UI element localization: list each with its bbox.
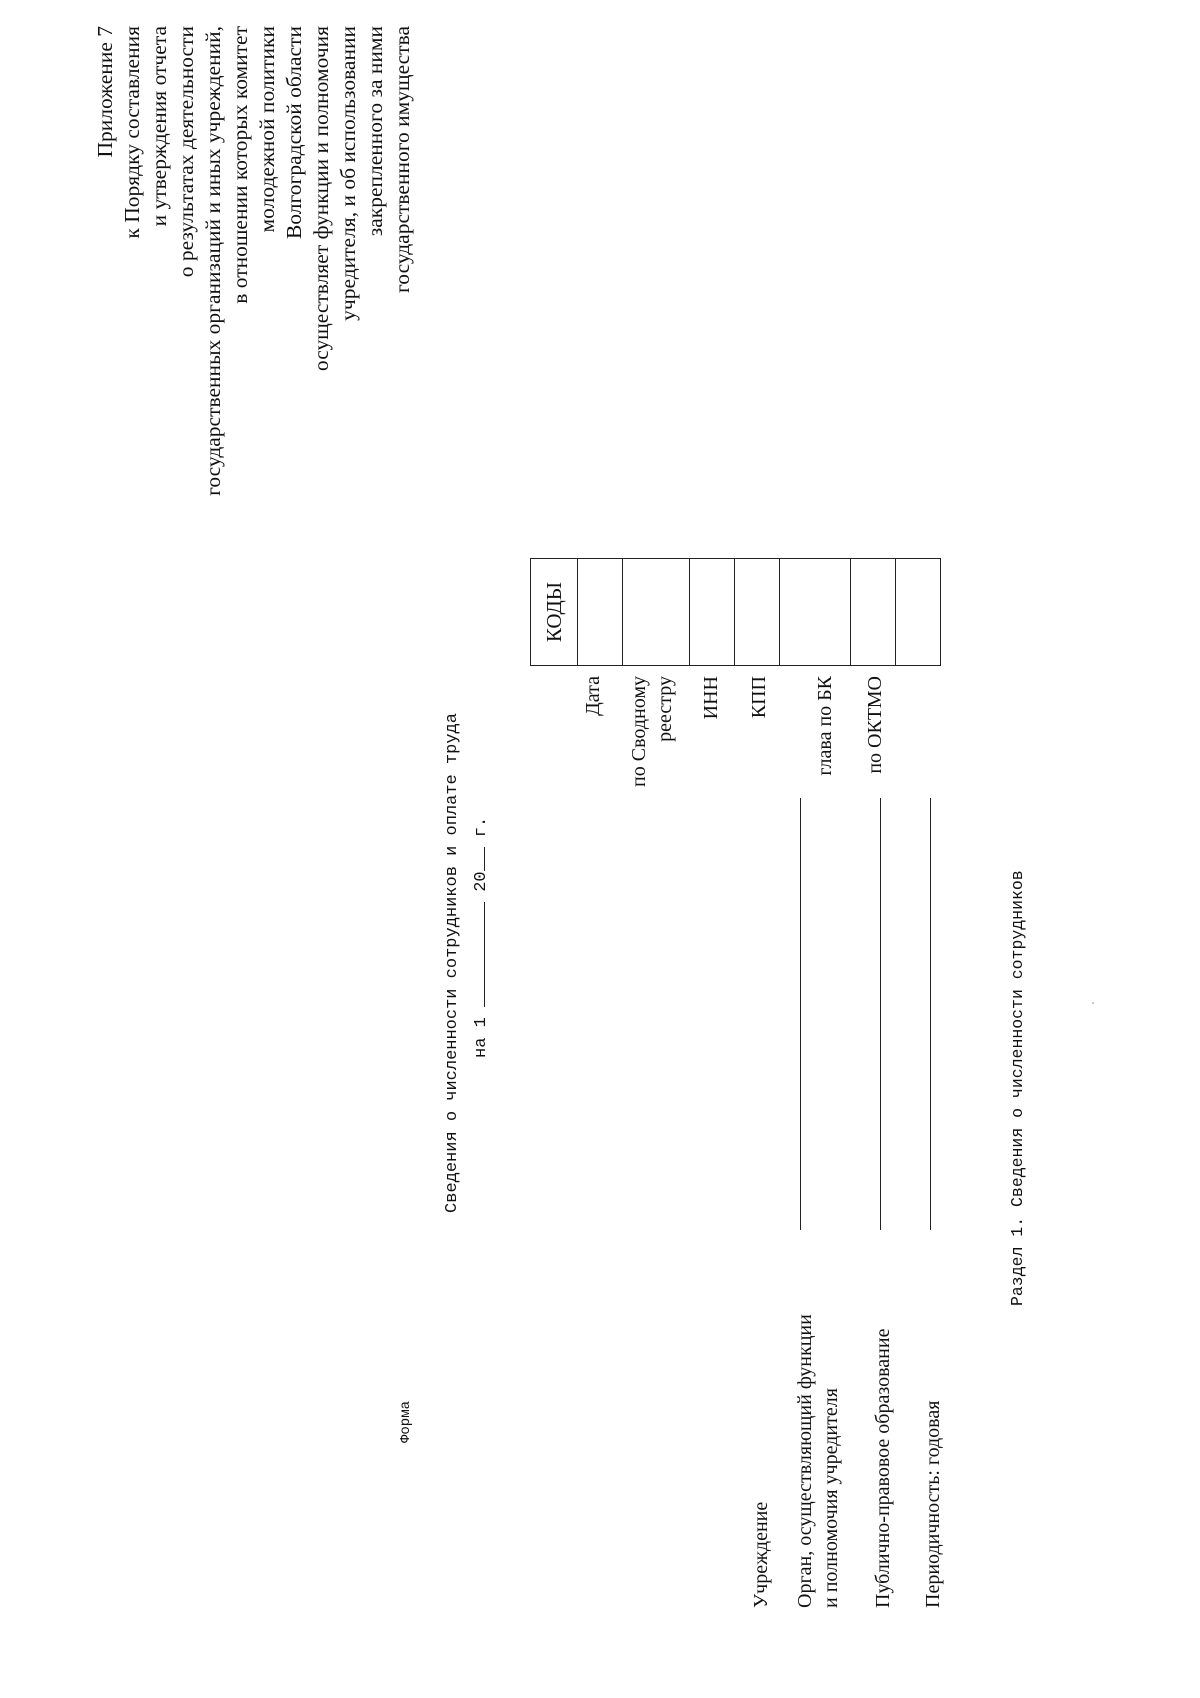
year-prefix: 20 [472,871,491,892]
month-blank [467,902,485,1007]
public-entity-underline [880,798,881,1230]
appendix-line: Волгоградской области [282,26,306,240]
appendix-line: закрепленного за ними [363,26,387,237]
codes-table [530,558,941,666]
appendix-line: в отношении которых комитет [228,26,252,304]
founder-label-line1: Орган, осуществляющий функции [794,1314,816,1608]
code-label-inn: ИНН [700,676,722,720]
appendix-line: о результатах деятельности [174,26,198,278]
form-title-line: Сведения о численности сотрудников и оплате труда [443,713,462,1213]
codes-table-header: КОДЫ [531,559,578,666]
code-label-registry-line1: по Сводному [628,676,650,787]
code-label-date: Дата [582,676,604,716]
appendix-line: Приложение 7 [93,26,117,158]
code-cell-registry[interactable] [623,559,690,666]
date-prefix: на 1 [472,1017,491,1058]
appendix-line: и утверждения отчета [147,26,171,227]
code-cell-bk-chapter[interactable] [780,559,851,666]
appendix-line: осуществляет функции и полномочия [309,26,333,372]
code-label-kpp: КПП [748,676,770,719]
appendix-line: молодежной политики [255,26,279,233]
appendix-line: государственного имущества [390,26,414,293]
code-cell-kpp[interactable] [735,559,780,666]
form-date-line [467,817,491,1058]
code-label-bk-chapter: глава по БК [814,676,836,776]
form-title [440,488,466,1438]
code-label-oktmo: по ОКТМО [864,676,886,774]
founder-underline [800,798,801,1230]
section-1-heading: Раздел 1. Сведения о численности сотрудников [1008,870,1027,1306]
founder-label-line2: и полномочия учредителя [820,1388,842,1608]
appendix-line: государственных организаций и иных учреждений, [201,26,225,496]
public-entity-label: Публично-правовое образование [872,1328,894,1608]
appendix-block [92,26,416,786]
code-cell-date[interactable] [578,559,623,666]
form-label: Форма [398,1400,414,1443]
periodicity-label: Периодичность: годовая [922,1400,944,1608]
code-cell-inn[interactable] [690,559,735,666]
appendix-line: к Порядку составления [120,26,144,239]
year-blank [467,847,485,871]
appendix-line: учредителя, и об использовании [336,26,360,321]
periodicity-underline [930,798,931,1230]
code-cell-periodicity[interactable] [896,559,941,666]
institution-label: Учреждение [750,1501,772,1608]
code-label-registry-line2: реестру [654,676,676,742]
scan-speck [1092,1002,1094,1004]
date-suffix: г. [472,816,491,838]
code-cell-oktmo[interactable] [851,559,896,666]
